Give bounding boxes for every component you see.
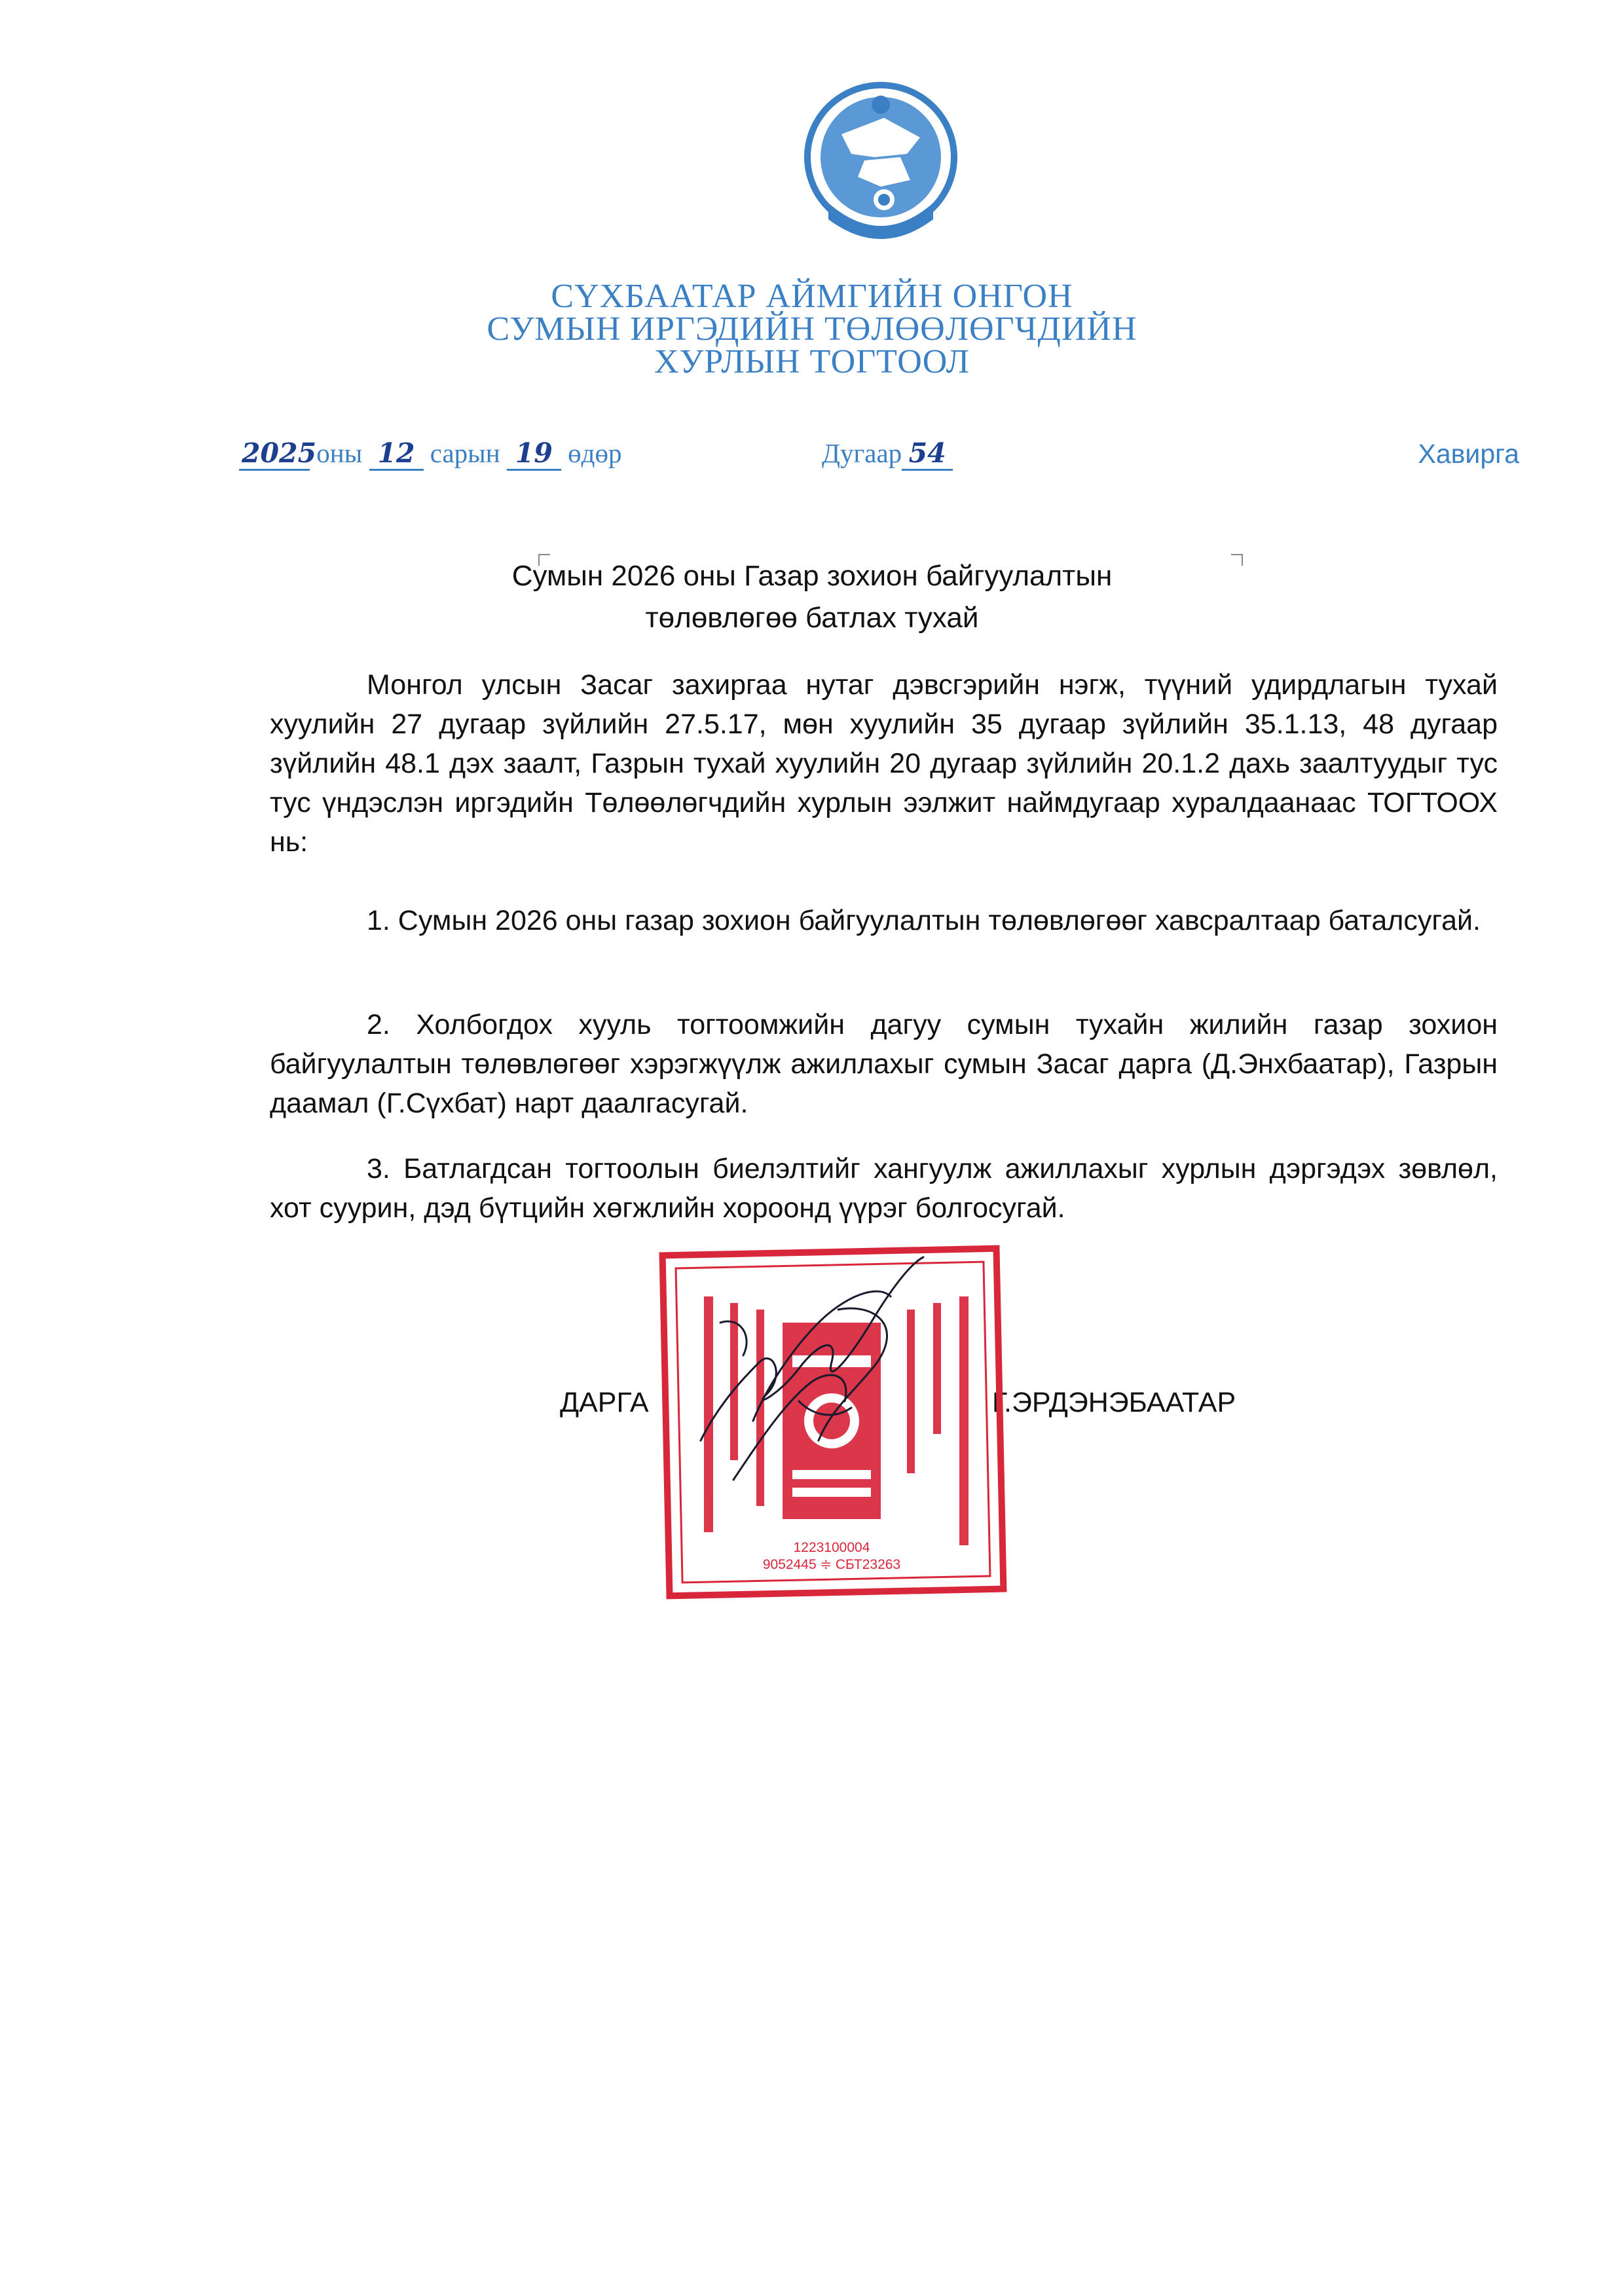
- decision-item-2: 2. Холбогдох хууль тогтоомжийн дагуу сумын тухайн жилийн газар зохион байгуулалтын төлөвлөгөөг хэрэгжүүлж ажиллахыг сумын Засаг дарга (Д.Энхбаатар), Газрын даамал (Г.Сүхбат) нарт даалгасугай.: [270, 1009, 1498, 1119]
- place-name: Хавирга: [1418, 439, 1519, 469]
- header-line-3: ХУРЛЫН ТОГТООЛ: [654, 343, 970, 380]
- date-day-suffix: өдөр: [568, 438, 622, 468]
- decree-title: [0, 555, 1624, 639]
- decree-number-value: 54: [902, 437, 953, 471]
- signatory-title: ДАРГА: [560, 1387, 649, 1418]
- date-month-suffix: сарын: [430, 438, 500, 468]
- decree-number-label: Дугаар: [822, 438, 902, 468]
- stamp-code: 9052445 ≑ СБТ23263: [762, 1557, 901, 1572]
- date-month: 12: [369, 437, 424, 471]
- date-year: 2025: [239, 437, 310, 471]
- decision-item-1: 1. Сумын 2026 оны газар зохион байгуулалтын төлөвлөгөөг хавсралтаар баталсугай.: [367, 905, 1481, 936]
- decision-item-3: 3. Батлагдсан тогтоолын биелэлтийг хангуулж ажиллахыг хурлын дэргэдэх зөвлөл, хот суурин, дэд бүтцийн хөгжлийн хороонд үүрэг болгосугай.: [270, 1153, 1498, 1224]
- preamble-paragraph: Монгол улсын Засаг захиргаа нутаг дэвсгэрийн нэгж, түүний удирдлагын тухай хуулийн 27 дугаар зүйлийн 27.5.17, мөн хуулийн 35 дугаар зүйлийн 35.1.13, 48 дугаар зүйлийн 48.1 дэх заалт, Газрын тухай хуулийн 20 дугаар зүйлийн 20.1.2 дахь заалтуудыг тус тус үндэслэн иргэдийн Төлөөлөгчдийн хурлын ээлжит наймдугаар хуралдаанаас ТОГТООХ нь:: [270, 669, 1498, 858]
- date-day: 19: [507, 437, 561, 471]
- title-line-2: төлөвлөгөө батлах тухай: [645, 602, 979, 634]
- header-line-2: СУМЫН ИРГЭДИЙН ТӨЛӨӨЛӨГЧДИЙН: [487, 310, 1137, 348]
- state-emblem-icon: [802, 79, 959, 255]
- date-line: [239, 437, 622, 471]
- date-year-suffix: оны: [316, 438, 363, 468]
- decree-number: [822, 437, 953, 471]
- stamp-reg-number: 1223100004: [793, 1540, 870, 1555]
- header-line-1: СҮХБААТАР АЙМГИЙН ОНГОН: [551, 278, 1073, 315]
- signatory-name: Г.ЭРДЭНЭБААТАР: [992, 1387, 1236, 1418]
- title-line-1: Сумын 2026 оны Газар зохион байгуулалтын: [511, 560, 1113, 592]
- handwritten-signature: [681, 1244, 956, 1519]
